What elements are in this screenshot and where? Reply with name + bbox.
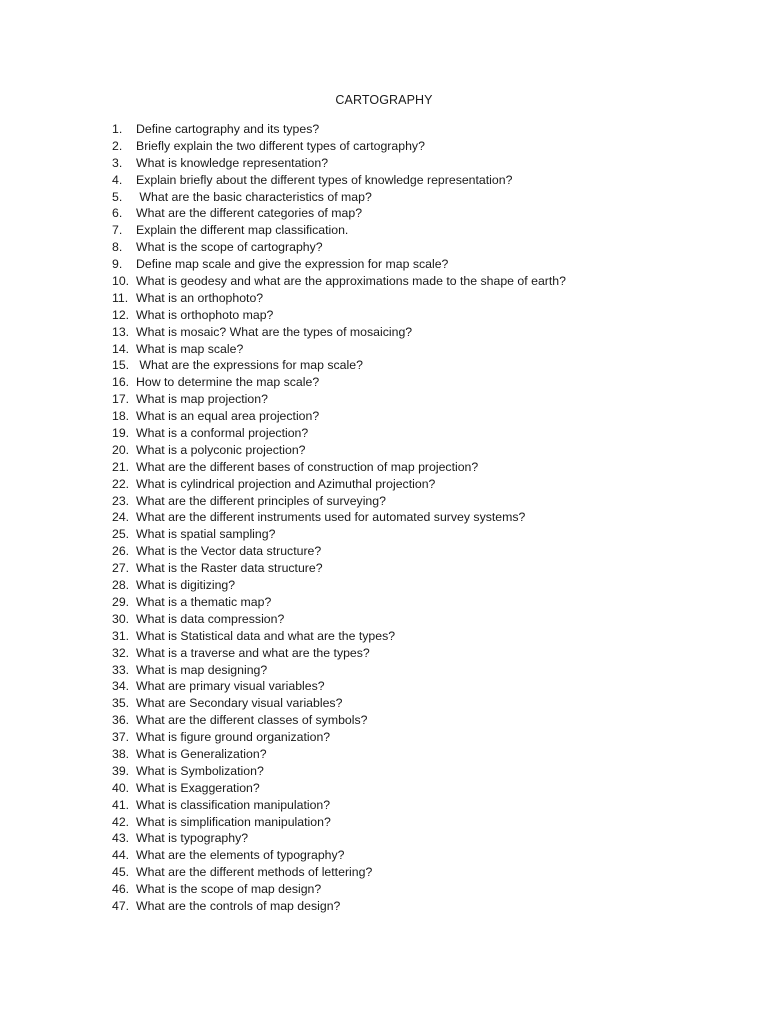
question-item: [112, 881, 566, 898]
question-item: [112, 628, 566, 645]
question-number: 20.: [112, 442, 130, 457]
question-number: 16.: [112, 375, 130, 390]
question-text: What is a traverse and what are the types?: [136, 645, 370, 660]
question-text: What is the Vector data structure?: [136, 544, 322, 559]
question-text: What are primary visual variables?: [136, 679, 325, 694]
question-item: [112, 526, 566, 543]
question-number: 25.: [112, 527, 130, 542]
question-number: 18.: [112, 409, 130, 424]
question-text: What is map designing?: [136, 662, 268, 677]
question-item: [112, 442, 566, 459]
question-item: [112, 374, 566, 391]
question-text: What is Statistical data and what are the types?: [136, 628, 396, 643]
question-text: What is classification manipulation?: [136, 797, 331, 812]
question-number: 7.: [112, 223, 123, 238]
question-text: What is typography?: [136, 831, 249, 846]
question-text: What is a polyconic projection?: [136, 442, 306, 457]
question-number: 38.: [112, 746, 130, 761]
question-item: [112, 239, 566, 256]
question-item: [112, 729, 566, 746]
question-number: 45.: [112, 865, 130, 880]
question-item: [112, 746, 566, 763]
question-text: What is mosaic? What are the types of mosaicing?: [136, 324, 413, 339]
question-text: What is knowledge representation?: [136, 155, 329, 170]
question-item: [112, 577, 566, 594]
question-item: [112, 830, 566, 847]
question-list: [112, 121, 566, 915]
question-text: What is spatial sampling?: [136, 527, 276, 542]
question-number: 47.: [112, 898, 130, 913]
question-number: 3.: [112, 155, 123, 170]
question-item: [112, 695, 566, 712]
question-text: What is Exaggeration?: [136, 780, 260, 795]
question-number: 26.: [112, 544, 130, 559]
question-text: What are the controls of map design?: [136, 898, 341, 913]
question-item: [112, 797, 566, 814]
question-number: 42.: [112, 814, 130, 829]
question-text: What is map scale?: [136, 341, 244, 356]
question-item: [112, 611, 566, 628]
question-item: [112, 712, 566, 729]
question-number: 37.: [112, 730, 130, 745]
question-text: What are Secondary visual variables?: [136, 696, 343, 711]
question-item: [112, 425, 566, 442]
question-number: 33.: [112, 662, 130, 677]
question-number: 10.: [112, 274, 130, 289]
question-text: Define map scale and give the expression for map scale?: [136, 257, 449, 272]
question-item: [112, 172, 566, 189]
question-text: What are the different instruments used for automated survey systems?: [136, 510, 526, 525]
question-text: What is simplification manipulation?: [136, 814, 331, 829]
question-number: 19.: [112, 426, 130, 441]
question-number: 39.: [112, 763, 130, 778]
question-number: 29.: [112, 594, 130, 609]
question-item: [112, 290, 566, 307]
question-text: What are the different methods of lettering?: [136, 865, 373, 880]
question-item: [112, 256, 566, 273]
question-number: 9.: [112, 257, 123, 272]
question-item: [112, 898, 566, 915]
question-item: [112, 560, 566, 577]
question-text: What is an orthophoto?: [136, 290, 264, 305]
question-item: [112, 357, 566, 374]
question-text: What are the elements of typography?: [136, 848, 345, 863]
question-item: [112, 459, 566, 476]
question-number: 23.: [112, 493, 130, 508]
question-item: [112, 155, 566, 172]
question-number: 4.: [112, 172, 123, 187]
question-text: What is figure ground organization?: [136, 730, 331, 745]
question-text: What is digitizing?: [136, 578, 236, 593]
question-item: [112, 662, 566, 679]
question-item: [112, 307, 566, 324]
question-item: [112, 273, 566, 290]
question-text: What is orthophoto map?: [136, 307, 274, 322]
question-item: [112, 847, 566, 864]
question-item: [112, 814, 566, 831]
question-item: [112, 645, 566, 662]
question-number: 28.: [112, 578, 130, 593]
question-item: [112, 493, 566, 510]
question-text: What is a thematic map?: [136, 594, 272, 609]
question-text: How to determine the map scale?: [136, 375, 320, 390]
question-number: 8.: [112, 240, 123, 255]
question-text: What is a conformal projection?: [136, 426, 309, 441]
question-number: 21.: [112, 459, 130, 474]
question-text: What are the different classes of symbols?: [136, 713, 368, 728]
question-text: Define cartography and its types?: [136, 122, 320, 136]
question-number: 30.: [112, 611, 130, 626]
question-number: 12.: [112, 307, 130, 322]
question-number: 27.: [112, 561, 130, 576]
question-item: [112, 408, 566, 425]
question-number: 44.: [112, 848, 130, 863]
question-text: What are the different principles of surveying?: [136, 493, 386, 508]
question-item: [112, 341, 566, 358]
question-text: What are the basic characteristics of map?: [136, 189, 372, 204]
question-number: 24.: [112, 510, 130, 525]
question-number: 22.: [112, 476, 130, 491]
question-item: [112, 222, 566, 239]
question-item: [112, 543, 566, 560]
question-item: [112, 780, 566, 797]
question-number: 31.: [112, 628, 130, 643]
question-number: 41.: [112, 797, 130, 812]
question-text: Explain the different map classification.: [136, 223, 349, 238]
question-item: [112, 864, 566, 881]
question-number: 43.: [112, 831, 130, 846]
question-text: What is map projection?: [136, 392, 268, 407]
question-number: 2.: [112, 138, 123, 153]
question-item: [112, 324, 566, 341]
question-number: 6.: [112, 206, 123, 221]
question-text: What is the scope of cartography?: [136, 240, 323, 255]
question-item: [112, 763, 566, 780]
question-number: 14.: [112, 341, 130, 356]
question-item: [112, 138, 566, 155]
question-number: 5.: [112, 189, 123, 204]
question-text: What are the different bases of construction of map projection?: [136, 459, 479, 474]
question-number: 11.: [112, 290, 129, 305]
question-number: 17.: [112, 392, 130, 407]
question-number: 32.: [112, 645, 130, 660]
question-text: What are the different categories of map?: [136, 206, 363, 221]
question-number: 35.: [112, 696, 130, 711]
question-text: What is the Raster data structure?: [136, 561, 323, 576]
question-item: [112, 391, 566, 408]
question-number: 46.: [112, 882, 130, 897]
question-text: What is an equal area projection?: [136, 409, 320, 424]
question-item: [112, 594, 566, 611]
question-text: What is data compression?: [136, 611, 285, 626]
question-number: 40.: [112, 780, 130, 795]
question-item: [112, 509, 566, 526]
question-text: What is geodesy and what are the approximations made to the shape of earth?: [136, 274, 566, 289]
question-item: [112, 205, 566, 222]
question-text: Explain briefly about the different types of knowledge representation?: [136, 172, 513, 187]
question-number: 36.: [112, 713, 130, 728]
document-title: CARTOGRAPHY: [335, 93, 433, 107]
question-text: What is cylindrical projection and Azimuthal projection?: [136, 476, 436, 491]
question-number: 34.: [112, 679, 130, 694]
question-item: [112, 121, 566, 138]
question-item: [112, 189, 566, 206]
question-item: [112, 476, 566, 493]
question-text: What is Generalization?: [136, 746, 267, 761]
question-number: 13.: [112, 324, 130, 339]
question-number: 15.: [112, 358, 130, 373]
question-item: [112, 678, 566, 695]
question-text: What is the scope of map design?: [136, 882, 322, 897]
question-number: 1.: [112, 122, 123, 136]
question-text: Briefly explain the two different types of cartography?: [136, 138, 425, 153]
question-text: What are the expressions for map scale?: [136, 358, 363, 373]
question-text: What is Symbolization?: [136, 763, 264, 778]
